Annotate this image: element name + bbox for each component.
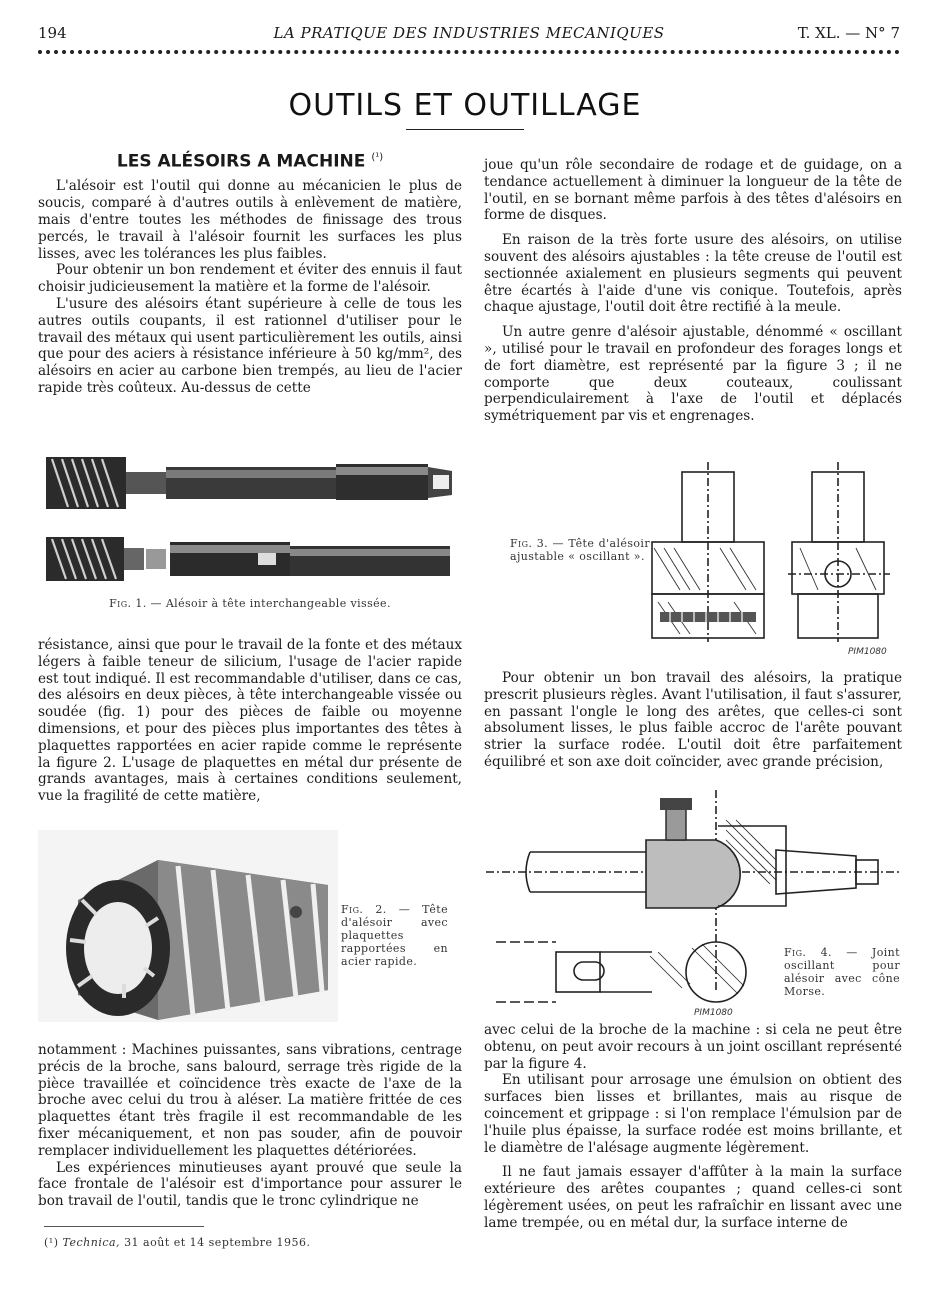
right-column-top <box>484 157 902 425</box>
issue-number: T. XL. — N° 7 <box>797 24 900 42</box>
section-title-rule <box>406 129 524 130</box>
paragraph: résistance, ainsi que pour le travail de la fonte et des métaux légers à faible teneur de silicium, l'usage de l'acier rapide est tout indiqué. Il est recommandable d'utiliser, dans ce cas, des alésoirs en deux pièces, à tête interchangeable vissée ou soudée (fig. 1) pour des pièces de faible ou moyenne dimensions, et pour des pièces plus importantes des têtes à plaquettes rapportées en acier rapide comme le représente la figure 2. L'usage de plaquettes en métal dur présente de grands avantages, mais à certaines conditions seulement, vue la fragilité de cette matière, <box>38 637 462 805</box>
figure-2-label: Fig. 2. <box>341 903 387 916</box>
left-column-bottom <box>38 1042 462 1210</box>
paragraph: Il ne faut jamais essayer d'affûter à la main la surface extérieure des arêtes coupantes ; quand celles-ci sont légèrement usées, on peut les rafraîchir en lissant avec une lame trempée, ou en métal dur, la surface interne de <box>484 1164 902 1231</box>
figure-4-caption <box>784 946 900 998</box>
footnote-source: Technica, <box>62 1236 121 1249</box>
paragraph: notamment : Machines puissantes, sans vibrations, centrage précis de la broche, sans balourd, serrage très rigide de la pièce travaillée et coïncidence très exacte de l'axe de la broche avec celui du trou à aléser. La matière frittée de ces plaquettes étant très fragile il est recommandable de les fixer mécaniquement, et non pas souder, afin de pouvoir remplacer individuellement les plaquettes détériorées. <box>38 1042 462 1159</box>
reamer-illustration <box>38 445 462 595</box>
figure-1-caption <box>38 597 462 610</box>
running-header <box>38 24 900 46</box>
article-title-text: LES ALÉSOIRS A MACHINE <box>116 151 366 172</box>
reamer-head-illustration <box>38 830 338 1022</box>
footnote-mark: (¹) <box>44 1236 59 1249</box>
header-dotted-rule <box>38 50 900 60</box>
paragraph: Un autre genre d'alésoir ajustable, dénommé « oscillant », utilisé pour le travail en profondeur des forages longs et de fort diamètre, est représenté par la figure 3 ; il ne comporte que deux couteaux, coulissant perpendiculairement à l'axe de l'outil et déplacés symétriquement par vis et engrenages. <box>484 324 902 425</box>
page-number: 194 <box>38 24 67 42</box>
paragraph: avec celui de la broche de la machine : si cela ne peut être obtenu, on peut avoir recours à un joint oscillant représenté par la figure 4. <box>484 1022 902 1072</box>
paragraph: L'usure des alésoirs étant supérieure à celle de tous les autres outils coupants, il est rationnel d'utiliser pour le travail des métaux qui usent particulièrement les outils, ainsi que pour des aciers à résistance inférieure à 50 kg/mm², des alésoirs en acier au carbone bien trempés, au lieu de l'acier rapide très coûteux. Au-dessus de cette <box>38 296 462 397</box>
oscillating-reamer-drawing <box>650 462 900 658</box>
left-column-top <box>38 150 462 397</box>
right-column-bottom <box>484 1022 902 1232</box>
figure-2-caption-text: — Tête d'alésoir avec plaquettes rapportées en acier rapide. <box>341 903 448 968</box>
figure-4-caption-text: — Joint oscillant pour alésoir avec cône Morse. <box>784 946 900 998</box>
figure-1-label: Fig. 1. <box>109 597 147 610</box>
title-footnote-mark: (¹) <box>371 152 384 163</box>
left-column-middle <box>38 637 462 805</box>
figure-2-caption <box>341 903 448 968</box>
article-title <box>38 150 462 170</box>
figure-3-caption-text: — Tête d'alésoir ajustable « oscillant ». <box>510 537 650 563</box>
journal-title: LA PRATIQUE DES INDUSTRIES MECANIQUES <box>273 24 665 42</box>
figure-3 <box>650 462 900 658</box>
paragraph: En utilisant pour arrosage une émulsion on obtient des surfaces bien lisses et brillantes, mais au risque de coincement et grippage : si l'on remplace l'émulsion par de l'huile plus épaisse, la surface rodée est moins brillante, et le diamètre de l'alésage augmente légèrement. <box>484 1072 902 1156</box>
paragraph: Les expériences minutieuses ayant prouvé que seule la face frontale de l'alésoir est d'importance pour assurer le bon travail de l'outil, tandis que le tronc cylindrique ne <box>38 1159 462 1210</box>
right-column-middle <box>484 670 902 771</box>
figure-3-label: Fig. 3. <box>510 537 549 550</box>
paragraph: joue qu'un rôle secondaire de rodage et de guidage, on a tendance actuellement à diminuer la longueur de la tête de l'outil, en se bornant même parfois à des têtes d'alésoirs en forme de disques. <box>484 157 902 224</box>
paragraph: Pour obtenir un bon travail des alésoirs, la pratique prescrit plusieurs règles. Avant l'utilisation, il faut s'assurer, en passant l'ongle le long des arêtes, que celles-ci sont absolument lisses, le plus faible accroc de l'arête pouvant strier la surface rodée. L'outil doit être parfaitement équilibré et son axe doit coïncider, avec grande précision, <box>484 670 902 770</box>
paragraph: L'alésoir est l'outil qui donne au mécanicien le plus de soucis, comparé à d'autres outils à enlèvement de matière, mais d'entre toutes les méthodes de finissage des trous percés, le travail à l'alésoir fournit les surfaces les plus lisses, avec les tolérances les plus faibles. <box>38 178 462 262</box>
footnote <box>44 1236 311 1249</box>
figure-3-code: PIM1080 <box>848 647 887 657</box>
paragraph: Pour obtenir un bon rendement et éviter des ennuis il faut choisir judicieusement la matière et la forme de l'alésoir. <box>38 262 462 296</box>
figure-4-code: PIM1080 <box>694 1008 733 1018</box>
figure-2 <box>38 830 338 1022</box>
footnote-date: 31 août et 14 septembre 1956. <box>124 1236 311 1249</box>
paragraph: En raison de la très forte usure des alésoirs, on utilise souvent des alésoirs ajustables : la tête creuse de l'outil est sectionnée axialement en plusieurs segments qui peuvent être écartés à l'aide d'une vis conique. Toutefois, après chaque ajustage, l'outil doit être rectifié à la meule. <box>484 232 902 316</box>
footnote-rule <box>44 1226 204 1227</box>
figure-1-caption-text: — Alésoir à tête interchangeable vissée. <box>150 597 391 610</box>
section-title: OUTILS ET OUTILLAGE <box>288 88 642 123</box>
figure-1 <box>38 445 462 610</box>
figure-3-caption <box>510 537 650 563</box>
figure-4-label: Fig. 4. <box>784 946 832 959</box>
